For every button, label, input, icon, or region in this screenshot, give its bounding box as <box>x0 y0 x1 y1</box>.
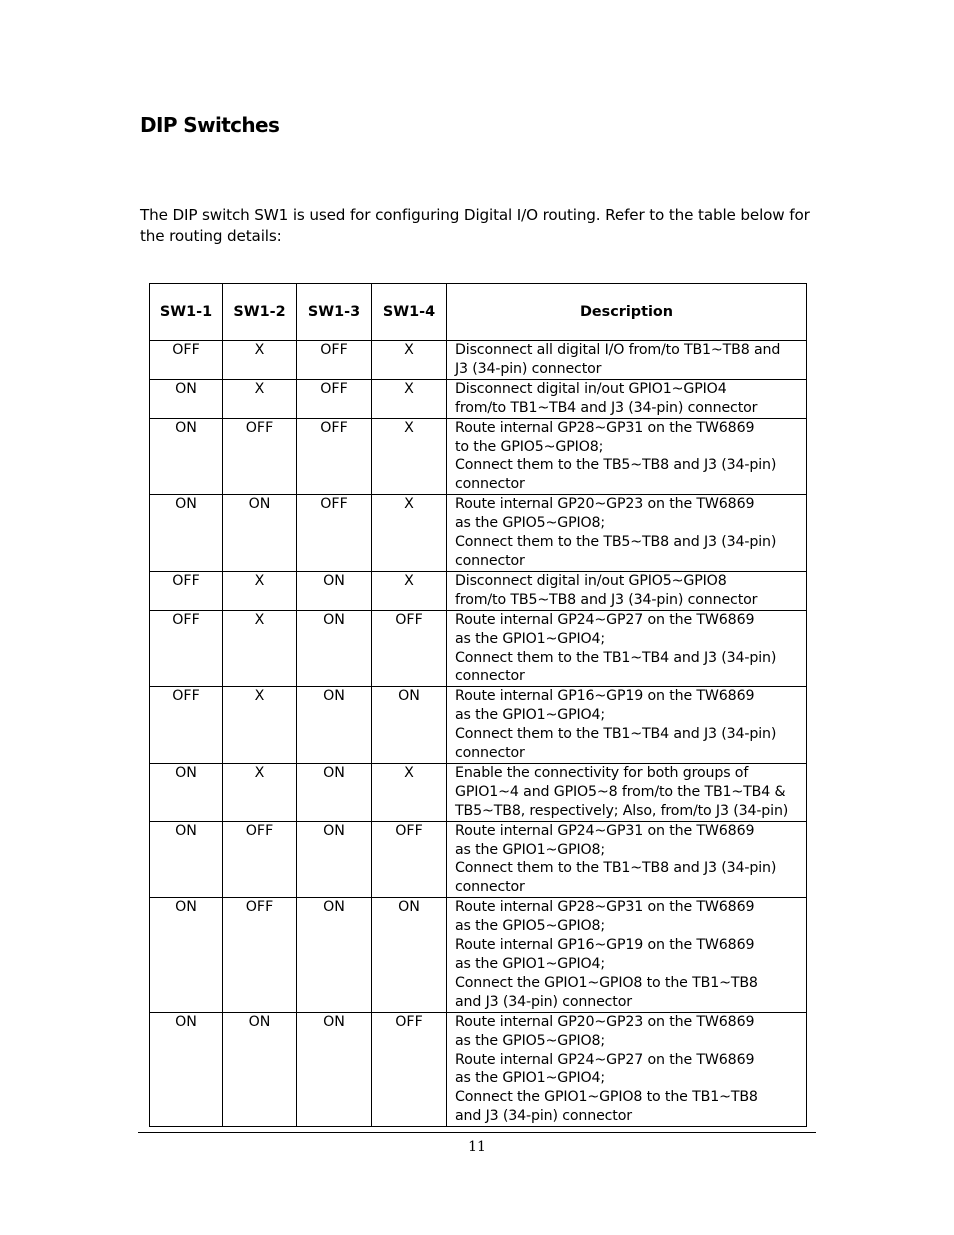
description-line: Disconnect all digital I/O from/to TB1~TB8 and <box>455 342 781 358</box>
description-line: J3 (34-pin) connector <box>455 360 602 377</box>
description-cell <box>447 821 807 898</box>
description-line: connector <box>455 745 525 762</box>
description-cell <box>447 1012 807 1126</box>
sw1-2-cell: X <box>223 379 297 418</box>
sw1-2-cell: ON <box>223 1012 297 1126</box>
sw1-3-cell: ON <box>297 571 372 610</box>
intro-paragraph: The DIP switch SW1 is used for configuring Digital I/O routing. Refer to the table below for the routing details: <box>140 206 810 245</box>
description-line: as the GPIO5~GPIO8; <box>455 918 606 935</box>
description-line: from/to TB5~TB8 and J3 (34-pin) connector <box>455 591 758 608</box>
sw1-2-cell: ON <box>223 495 297 572</box>
sw1-3-cell: OFF <box>297 341 372 380</box>
header-sw1-2: SW1-2 <box>223 284 297 341</box>
table-row <box>150 687 807 764</box>
description-line: connector <box>455 668 525 685</box>
sw1-1-cell: ON <box>150 763 223 821</box>
sw1-4-cell: OFF <box>372 821 447 898</box>
sw1-3-cell: OFF <box>297 418 372 495</box>
description-line: Enable the connectivity for both groups of <box>455 764 749 781</box>
description-cell <box>447 341 807 380</box>
table-row <box>150 341 807 380</box>
table-row <box>150 418 807 495</box>
table-row <box>150 763 807 821</box>
table-row <box>150 379 807 418</box>
description-line: Route internal GP16~GP19 on the TW6869 <box>455 688 755 705</box>
description-line: as the GPIO1~GPIO8; <box>455 841 606 858</box>
sw1-4-cell: X <box>372 763 447 821</box>
description-line: connector <box>455 879 525 896</box>
sw1-1-cell: OFF <box>150 687 223 764</box>
description-line: Connect the GPIO1~GPIO8 to the TB1~TB8 <box>455 1089 758 1106</box>
description-line: Route internal GP28~GP31 on the TW6869 <box>455 419 755 436</box>
sw1-1-cell: ON <box>150 1012 223 1126</box>
sw1-2-cell: X <box>223 687 297 764</box>
sw1-3-cell: ON <box>297 763 372 821</box>
table-row <box>150 1012 807 1126</box>
description-cell <box>447 418 807 495</box>
description-line: Route internal GP24~GP31 on the TW6869 <box>455 822 755 839</box>
sw1-3-cell: OFF <box>297 379 372 418</box>
description-line: Connect them to the TB1~TB4 and J3 (34-pin) <box>455 649 777 666</box>
sw1-3-cell: ON <box>297 898 372 1012</box>
sw1-1-cell: OFF <box>150 341 223 380</box>
description-line: Connect the GPIO1~GPIO8 to the TB1~TB8 <box>455 974 758 991</box>
description-line: connector <box>455 476 525 493</box>
page-number: 11 <box>468 1139 486 1155</box>
footer-divider <box>138 1132 816 1133</box>
description-cell <box>447 571 807 610</box>
description-line: as the GPIO1~GPIO4; <box>455 630 606 647</box>
description-line: Connect them to the TB5~TB8 and J3 (34-pin) <box>455 534 777 551</box>
table-header-row <box>150 284 807 341</box>
description-line: Connect them to the TB1~TB8 and J3 (34-pin) <box>455 860 777 877</box>
description-line: and J3 (34-pin) connector <box>455 1108 632 1125</box>
sw1-1-cell: ON <box>150 495 223 572</box>
table-row <box>150 495 807 572</box>
table-row <box>150 571 807 610</box>
description-line: Route internal GP24~GP27 on the TW6869 <box>455 611 755 628</box>
description-line: to the GPIO5~GPIO8; <box>455 438 604 455</box>
description-line: Route internal GP28~GP31 on the TW6869 <box>455 899 755 916</box>
description-line: as the GPIO1~GPIO4; <box>455 956 606 972</box>
description-line: Route internal GP24~GP27 on the TW6869 <box>455 1051 755 1068</box>
description-line: Route internal GP16~GP19 on the TW6869 <box>455 937 755 954</box>
description-line: Route internal GP20~GP23 on the TW6869 <box>455 496 755 513</box>
page-heading: DIP Switches <box>140 113 280 137</box>
sw1-3-cell: OFF <box>297 495 372 572</box>
description-line: Route internal GP20~GP23 on the TW6869 <box>455 1013 755 1030</box>
sw1-4-cell: ON <box>372 687 447 764</box>
description-cell <box>447 379 807 418</box>
sw1-2-cell: OFF <box>223 418 297 495</box>
description-cell <box>447 495 807 572</box>
description-line: as the GPIO5~GPIO8; <box>455 1032 606 1049</box>
sw1-4-cell: OFF <box>372 1012 447 1126</box>
header-sw1-1: SW1-1 <box>150 284 223 341</box>
sw1-2-cell: X <box>223 763 297 821</box>
description-line: from/to TB1~TB4 and J3 (34-pin) connector <box>455 399 758 416</box>
sw1-1-cell: OFF <box>150 610 223 687</box>
header-sw1-4: SW1-4 <box>372 284 447 341</box>
sw1-1-cell: OFF <box>150 571 223 610</box>
description-cell <box>447 763 807 821</box>
sw1-4-cell: X <box>372 379 447 418</box>
sw1-1-cell: ON <box>150 379 223 418</box>
table-row <box>150 821 807 898</box>
dip-switch-table <box>149 283 807 1127</box>
table-row <box>150 898 807 1012</box>
description-cell <box>447 687 807 764</box>
description-line: Disconnect digital in/out GPIO5~GPIO8 <box>455 572 727 589</box>
sw1-4-cell: X <box>372 418 447 495</box>
sw1-3-cell: ON <box>297 821 372 898</box>
table-body <box>150 341 807 1127</box>
sw1-3-cell: ON <box>297 687 372 764</box>
sw1-2-cell: OFF <box>223 821 297 898</box>
sw1-2-cell: X <box>223 610 297 687</box>
description-line: connector <box>455 552 525 569</box>
sw1-1-cell: ON <box>150 898 223 1012</box>
description-line: and J3 (34-pin) connector <box>455 993 632 1010</box>
sw1-4-cell: X <box>372 341 447 380</box>
sw1-1-cell: ON <box>150 418 223 495</box>
sw1-2-cell: OFF <box>223 898 297 1012</box>
sw1-4-cell: X <box>372 495 447 572</box>
description-line: Disconnect digital in/out GPIO1~GPIO4 <box>455 380 727 397</box>
sw1-3-cell: ON <box>297 610 372 687</box>
sw1-3-cell: ON <box>297 1012 372 1126</box>
description-line: Connect them to the TB1~TB4 and J3 (34-pin) <box>455 726 777 743</box>
description-cell <box>447 898 807 1012</box>
description-line: Connect them to the TB5~TB8 and J3 (34-pin) <box>455 457 777 474</box>
description-line: as the GPIO5~GPIO8; <box>455 515 606 532</box>
sw1-4-cell: X <box>372 571 447 610</box>
description-line: GPIO1~4 and GPIO5~8 from/to the TB1~TB4 & <box>455 783 786 800</box>
sw1-2-cell: X <box>223 341 297 380</box>
header-sw1-3: SW1-3 <box>297 284 372 341</box>
description-line: as the GPIO1~GPIO4; <box>455 1070 606 1087</box>
sw1-4-cell: ON <box>372 898 447 1012</box>
table-row <box>150 610 807 687</box>
sw1-1-cell: ON <box>150 821 223 898</box>
header-description: Description <box>447 284 807 341</box>
description-line: TB5~TB8, respectively; Also, from/to J3 (34-pin) <box>455 802 789 819</box>
sw1-2-cell: X <box>223 571 297 610</box>
description-line: as the GPIO1~GPIO4; <box>455 707 606 724</box>
sw1-4-cell: OFF <box>372 610 447 687</box>
description-cell <box>447 610 807 687</box>
